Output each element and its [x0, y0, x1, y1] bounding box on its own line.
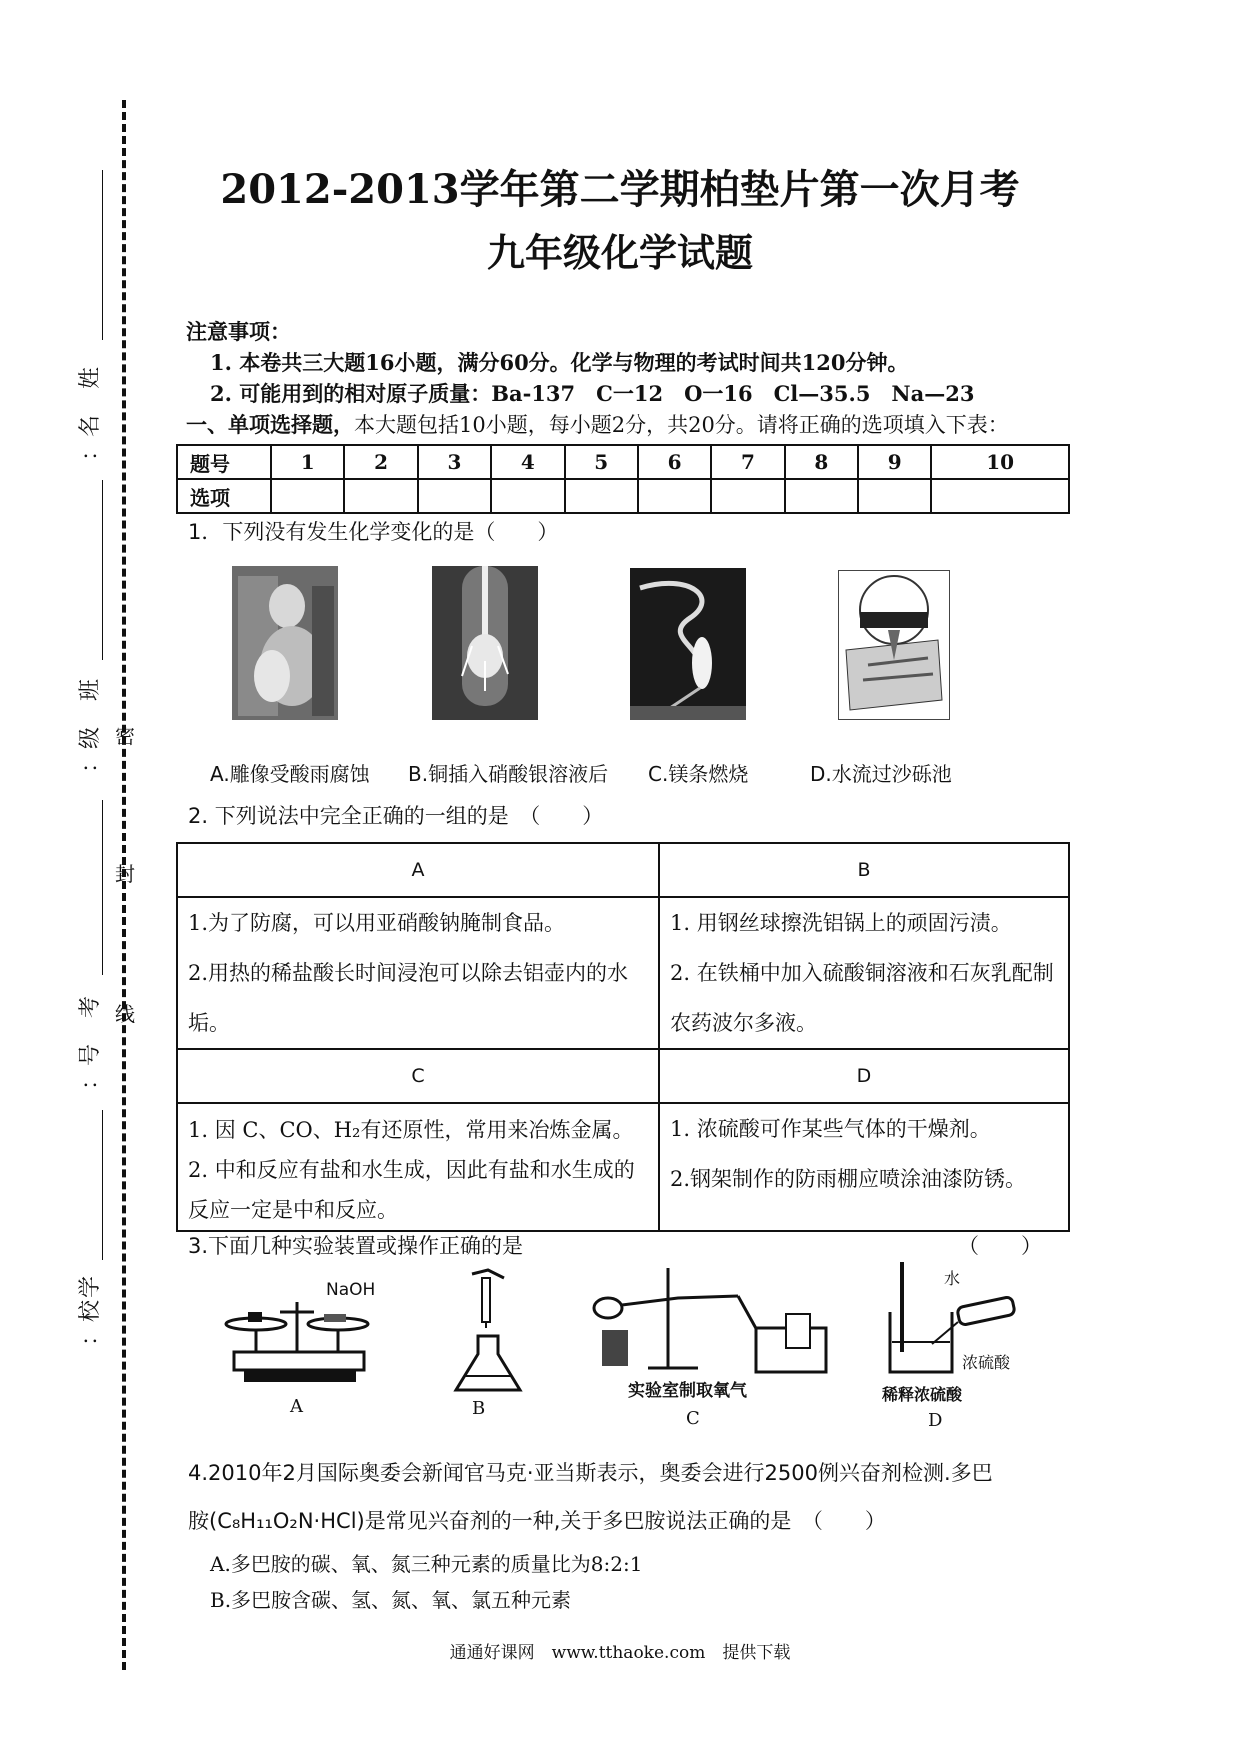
section1-desc: 本大题包括10小题，每小题2分，共20分。请将正确的选项填入下表：: [354, 413, 1009, 437]
question-number: 6: [638, 445, 711, 479]
q4-line1: 4.2010年2月国际奥委会新闻官马克·亚当斯表示，奥委会进行2500例兴奋剂检测.多巴: [188, 1461, 993, 1485]
answer-cell[interactable]: [418, 479, 491, 513]
exam-subtitle: 九年级化学试题: [486, 230, 753, 275]
q2-b-item-1: 1. 用钢丝球擦洗铝锅上的顽固污渍。: [670, 911, 1012, 935]
answer-table-option-row: [177, 479, 1069, 513]
exam-no-field[interactable]: [72, 800, 112, 1090]
answer-cell[interactable]: [344, 479, 417, 513]
water-label: 水: [944, 1269, 961, 1288]
q1-option-a: A.雕像受酸雨腐蚀: [210, 762, 370, 786]
q2-b-label: B: [659, 843, 1069, 897]
conc-acid-label: 浓硫酸: [962, 1353, 1011, 1372]
statue-photo: [232, 566, 338, 720]
seal-char-feng: 封: [115, 862, 135, 886]
answer-cell[interactable]: [931, 479, 1069, 513]
footer-credit: 通通好课网 www.tthaoke.com 提供下载: [449, 1643, 791, 1663]
notes-heading: 注意事项：: [186, 319, 291, 344]
test-tube-photo: [432, 566, 538, 720]
q2-a-content: [177, 897, 659, 1049]
answer-cell[interactable]: [271, 479, 344, 513]
answer-cell[interactable]: [565, 479, 638, 513]
q2-options-table: [176, 842, 1070, 1232]
q2-d-item-2: 2.钢架制作的防雨棚应喷涂油漆防锈。: [670, 1167, 1027, 1191]
q3-letter-a: A: [290, 1396, 303, 1417]
q3-stem: 3.下面几种实验装置或操作正确的是: [188, 1234, 524, 1258]
answer-cell[interactable]: [491, 479, 564, 513]
q4-line2: 胺(C₈H₁₁O₂N·HCl)是常见兴奋剂的一种,关于多巴胺说法正确的是 （ ）: [188, 1509, 886, 1533]
q2-d-item-1: 1. 浓硫酸可作某些气体的干燥剂。: [670, 1117, 991, 1141]
oxygen-caption: 实验室制取氧气: [628, 1381, 747, 1401]
q2-c-label: C: [177, 1049, 659, 1103]
q2-a-item-2: 2.用热的稀盐酸长时间浸泡可以除去铝壶内的水垢。: [188, 961, 629, 1035]
question-number: 5: [565, 445, 638, 479]
answer-table: [176, 444, 1070, 514]
section1-header: [186, 411, 1009, 439]
row-label-option: 选项: [177, 479, 271, 513]
school-field[interactable]: [72, 1110, 112, 1347]
row-label-number: 题号: [177, 445, 271, 479]
q2-a-item-1: 1.为了防腐，可以用亚硝酸钠腌制食品。: [188, 911, 566, 935]
q2-c-item-1: 1. 因 C、CO、H₂有还原性，常用来冶炼金属。: [188, 1118, 634, 1142]
q3-letter-b: B: [472, 1398, 486, 1419]
oxygen-prep-drawing: [588, 1268, 832, 1378]
q3-letter-c: C: [686, 1408, 700, 1429]
q4-option-b: B.多巴胺含碳、氢、氮、氧、氯五种元素: [210, 1588, 572, 1612]
note-item-2: 2. 可能用到的相对原子质量：Ba-137 C一12 O一16 Cl—35.5 Na—23: [210, 381, 975, 406]
class-rule: [102, 480, 103, 660]
seal-char-mi: 密: [115, 724, 135, 748]
section1-heading: 一、单项选择题，: [186, 412, 354, 437]
exam-title: 2012-2013学年第二学期柏垫片第一次月考: [220, 166, 1020, 213]
answer-cell[interactable]: [785, 479, 858, 513]
class-field[interactable]: [72, 480, 112, 780]
question-number: 1: [271, 445, 344, 479]
q2-b-content: [659, 897, 1069, 1049]
seal-char-xian: 线: [115, 1002, 135, 1026]
question-number: 9: [858, 445, 931, 479]
answer-table-number-row: [177, 445, 1069, 479]
class-label: 班 级 ：: [78, 679, 103, 774]
exam-no-label: 考 号 ：: [78, 996, 103, 1091]
q2-d-label: D: [659, 1049, 1069, 1103]
q2-c-content: [177, 1103, 659, 1231]
answer-cell[interactable]: [858, 479, 931, 513]
q2-b-item-2: 2. 在铁桶中加入硫酸铜溶液和石灰乳配制农药波尔多液。: [670, 961, 1054, 1035]
q1-option-c: C.镁条燃烧: [648, 762, 749, 786]
naoh-label: NaOH: [326, 1280, 376, 1300]
q3-answer-paren: （ ）: [958, 1234, 1042, 1258]
magnesium-burning-photo: [630, 568, 746, 720]
q1-option-d: D.水流过沙砾池: [810, 762, 952, 786]
q4-option-a: A.多巴胺的碳、氧、氮三种元素的质量比为8:2:1: [210, 1552, 643, 1576]
q2-c-item-2: 2. 中和反应有盐和水生成，因此有盐和水生成的反应一定是中和反应。: [188, 1158, 635, 1222]
question-number: 3: [418, 445, 491, 479]
q3-letter-d: D: [928, 1410, 943, 1431]
q1-option-b: B.铜插入硝酸银溶液后: [408, 762, 609, 786]
question-number: 4: [491, 445, 564, 479]
answer-cell[interactable]: [638, 479, 711, 513]
dilute-caption: 稀释浓硫酸: [882, 1385, 963, 1404]
q1-stem: 1．下列没有发生化学变化的是（ ）: [188, 520, 559, 544]
q2-stem: 2. 下列说法中完全正确的一组的是 （ ）: [188, 804, 604, 828]
school-rule: [102, 1110, 103, 1260]
answer-cell[interactable]: [711, 479, 784, 513]
question-number: 8: [785, 445, 858, 479]
flask-dropper-drawing: [448, 1264, 528, 1396]
school-label: 学 校 ：: [78, 1276, 103, 1347]
q2-d-content: [659, 1103, 1069, 1231]
question-number: 7: [711, 445, 784, 479]
name-label: 姓 名 ：: [78, 367, 103, 462]
sand-filter-drawing: [838, 570, 950, 720]
question-number: 10: [931, 445, 1069, 479]
exam-no-rule: [102, 800, 103, 975]
q2-a-label: A: [177, 843, 659, 897]
note-item-1: 1. 本卷共三大题16小题，满分60分。化学与物理的考试时间共120分钟。: [210, 350, 909, 375]
question-number: 2: [344, 445, 417, 479]
